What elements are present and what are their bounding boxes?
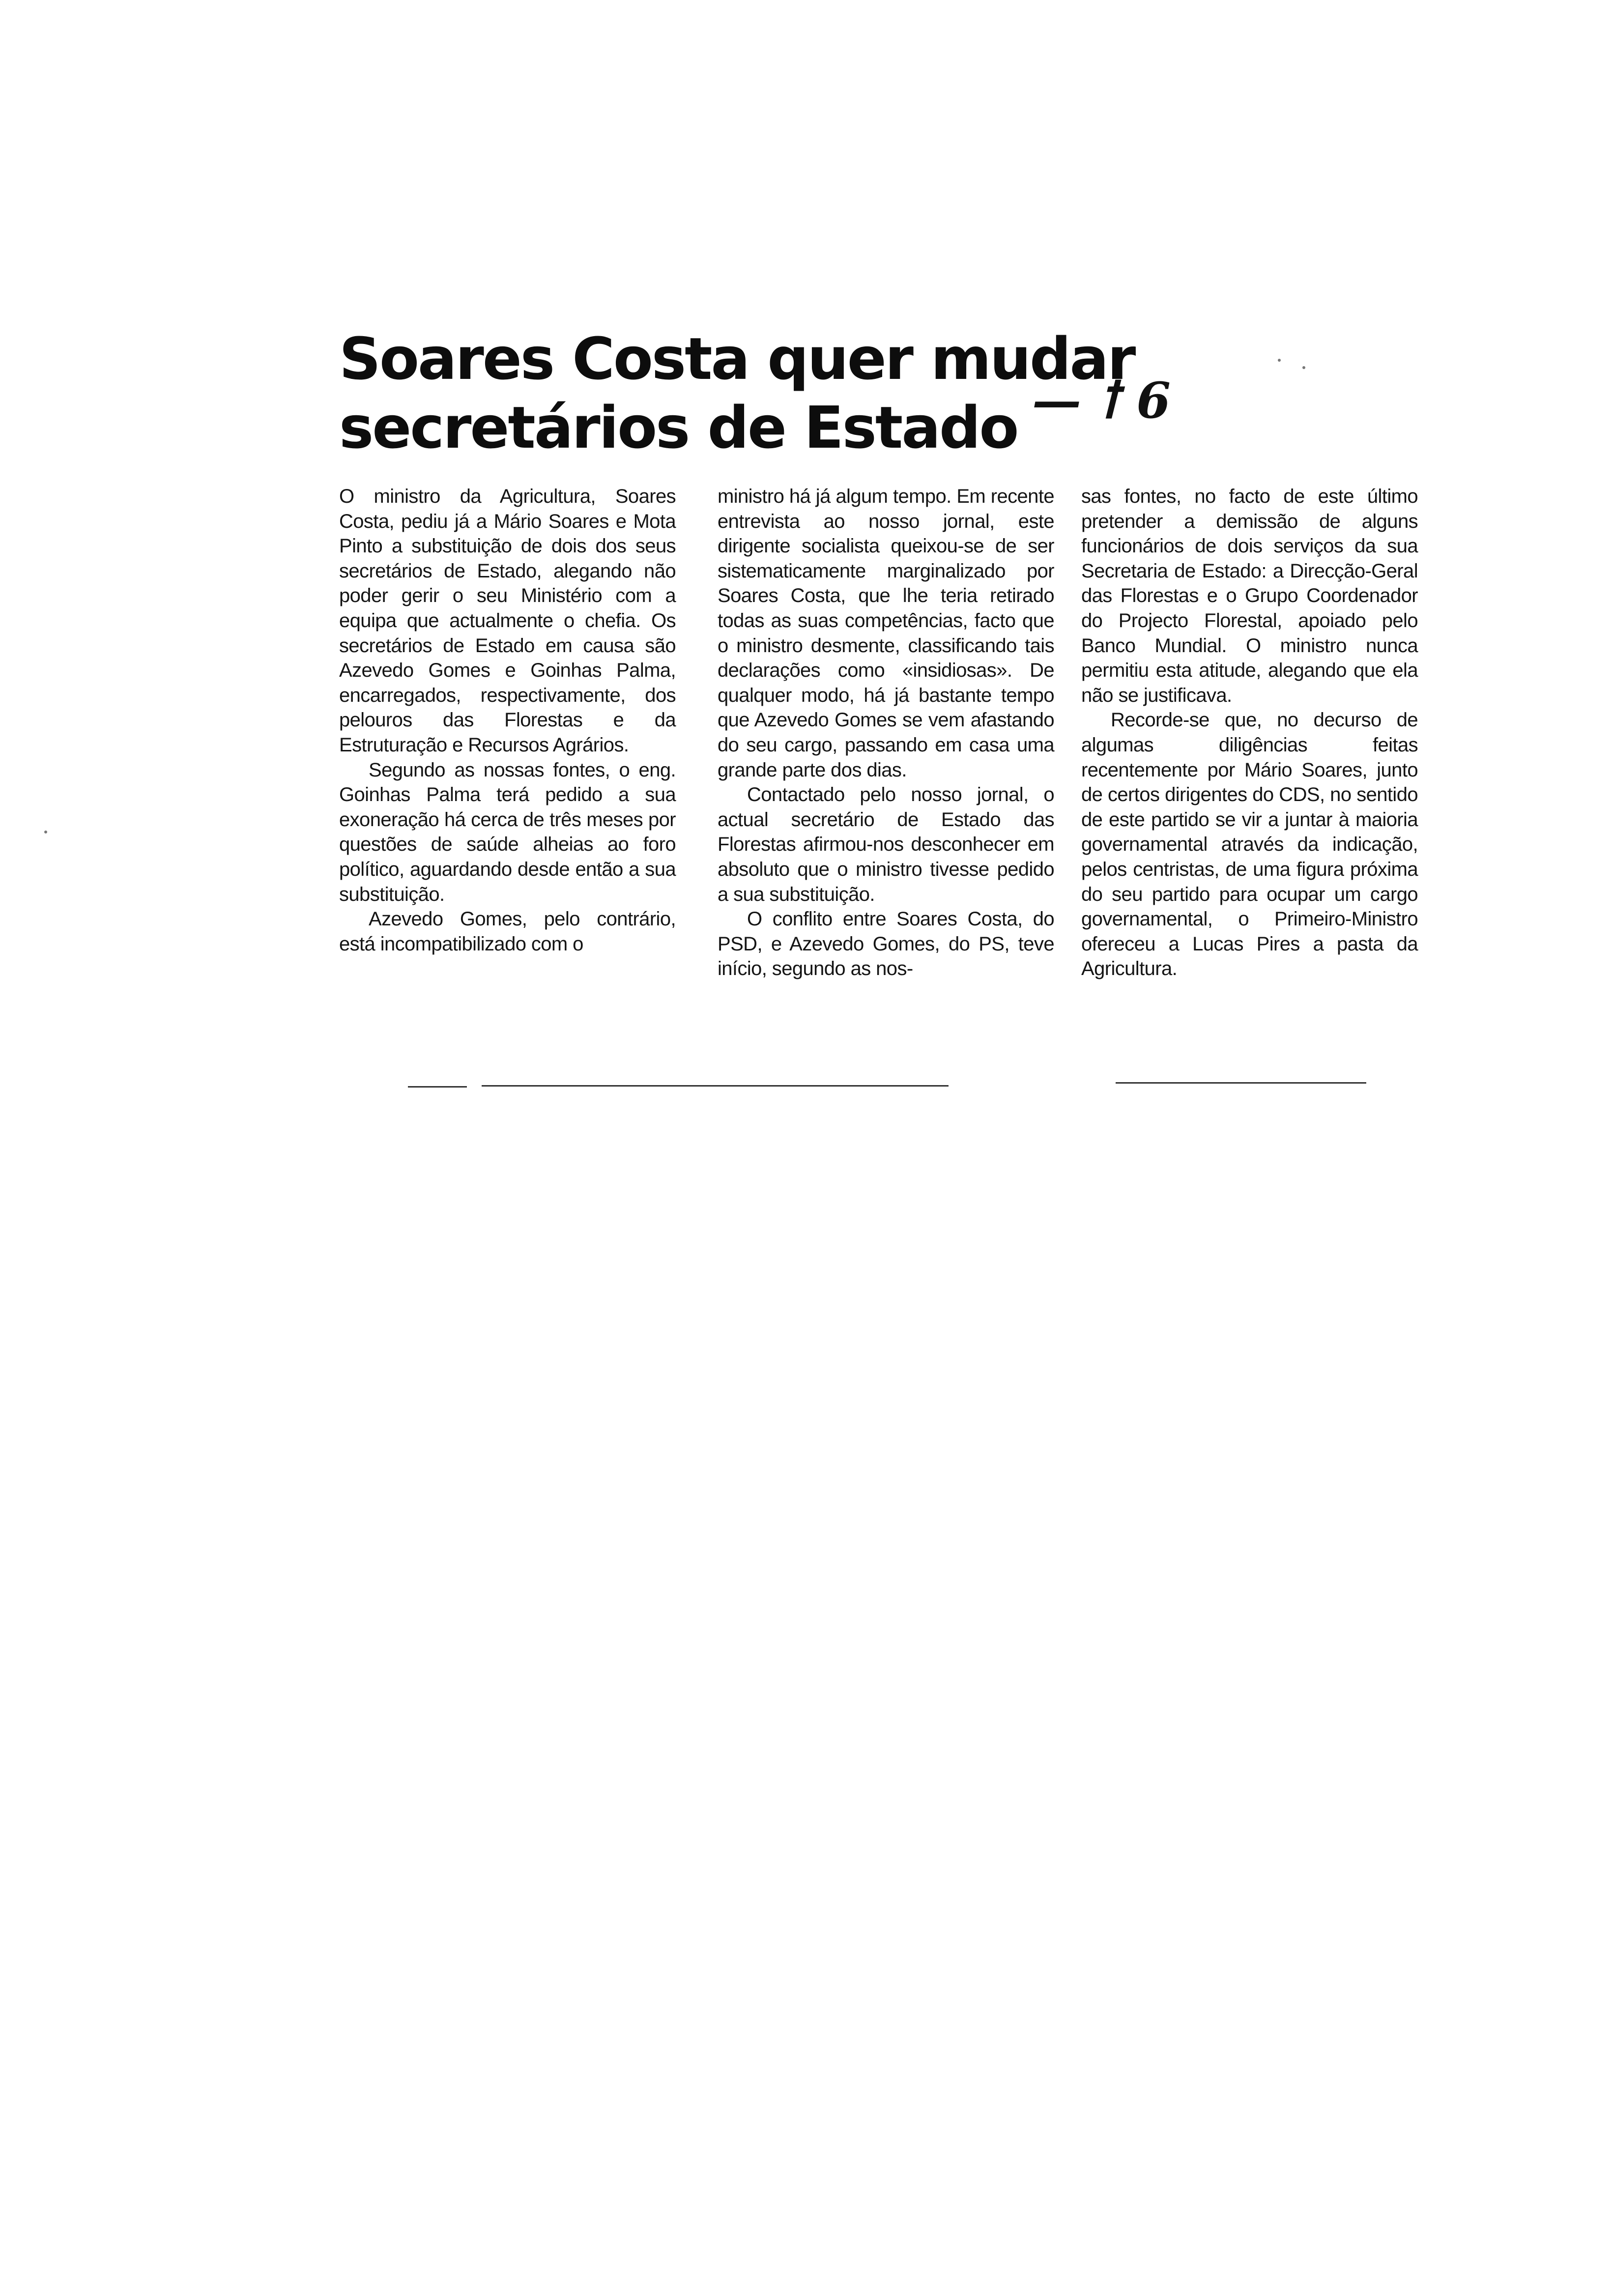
scan-speck <box>1302 366 1305 369</box>
article-column-3 <box>1081 484 1418 981</box>
headline-line-2: secretários de Estado <box>339 394 1018 461</box>
article-column-2 <box>718 484 1054 981</box>
paragraph: ministro há já algum tempo. Em recente entrevista ao nosso jornal, este dirigente socialista queixou-se de ser sistematicamente marginalizado por Soares Costa, que lhe teria retirado todas as suas competências, facto que o ministro desmente, classificando tais declarações como «insidiosas». De qualquer modo, há já bastante tempo que Azevedo Gomes se vem afastando do seu cargo, passando em casa uma grande parte dos dias. <box>718 486 1054 781</box>
bottom-rule-right <box>1116 1082 1366 1084</box>
bottom-rule-middle <box>482 1085 949 1087</box>
article-column-1 <box>339 484 676 956</box>
scan-speck <box>1278 359 1281 362</box>
headline <box>339 324 1134 462</box>
paragraph: O conflito entre Soares Costa, do PSD, e Azevedo Gomes, do PS, teve início, segundo as nos- <box>718 908 1054 980</box>
scan-speck <box>44 831 47 833</box>
paragraph: Azevedo Gomes, pelo contrário, está incompatibilizado com o <box>339 908 676 955</box>
paragraph: sas fontes, no facto de este último pretender a demissão de alguns funcionários de dois serviços da sua Secretaria de Estado: a Direcção-Geral das Florestas e o Grupo Coordenador do Projecto Florestal, apoiado pelo Banco Mundial. O ministro nunca permitiu esta atitude, alegando que ela não se justificava. <box>1081 486 1418 706</box>
newspaper-clipping <box>339 324 1418 1120</box>
handwritten-annotation: — ꝉ 6 <box>1032 372 1171 430</box>
paragraph: Recorde-se que, no decurso de algumas diligências feitas recentemente por Mário Soares, junto de certos dirigentes do CDS, no sentido de este partido se vir a juntar à maioria governamental através da indicação, pelos centristas, de uma figura próxima do seu partido para ocupar um cargo governamental, o Primeiro-Ministro ofereceu a Lucas Pires a pasta da Agricultura. <box>1081 709 1418 980</box>
paragraph: Contactado pelo nosso jornal, o actual secretário de Estado das Florestas afirmou-nos desconhecer em absoluto que o ministro tivesse pedido a sua substituição. <box>718 784 1054 905</box>
paragraph: Segundo as nossas fontes, o eng. Goinhas Palma terá pedido a sua exoneração há cerca de três meses por questões de saúde alheias ao foro político, aguardando desde então a sua substituição. <box>339 759 676 905</box>
headline-line-1: Soares Costa quer mudar <box>339 325 1135 393</box>
bottom-rule-left <box>408 1086 467 1088</box>
paragraph: O ministro da Agricultura, Soares Costa, pediu já a Mário Soares e Mota Pinto a substituição de dois dos seus secretários de Estado, alegando não poder gerir o seu Ministério com a equipa que actualmente o chefia. Os secretários de Estado em causa são Azevedo Gomes e Goinhas Palma, encarregados, respectivamente, dos pelouros das Florestas e da Estruturação e Recursos Agrários. <box>339 486 676 756</box>
